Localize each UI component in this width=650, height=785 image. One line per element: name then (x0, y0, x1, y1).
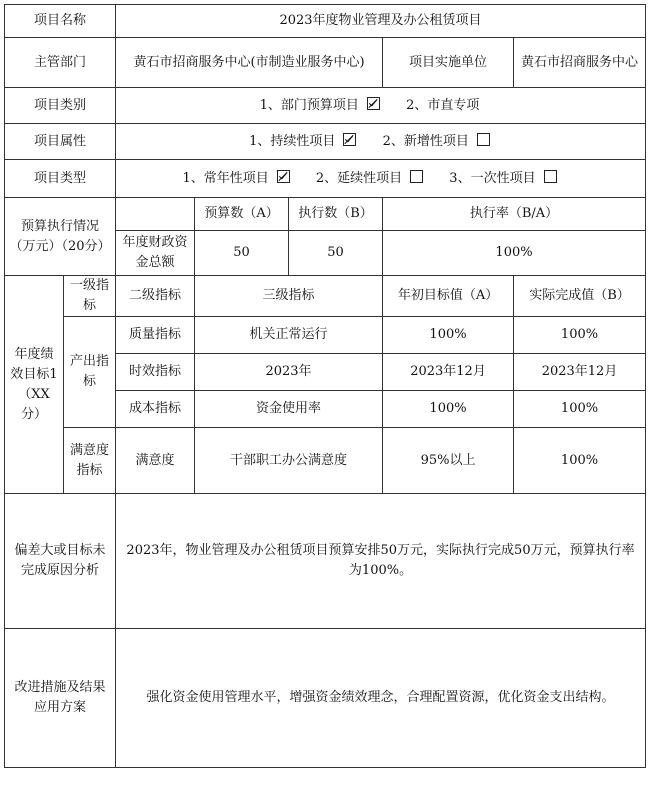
checked-box-icon (277, 170, 290, 183)
improvement-text: 强化资金使用管理水平，增强资金绩效理念，合理配置资源，优化资金支出结构。 (116, 629, 646, 768)
project-name-label: 项目名称 (5, 5, 116, 38)
level3-header: 三级指标 (195, 276, 383, 317)
improvement-row (5, 629, 646, 768)
budget-col-a: 预算数（A） (195, 198, 289, 231)
implementing-unit-value: 黄石市招商服务中心 (514, 38, 646, 88)
budget-value-a: 50 (195, 231, 289, 276)
type-option-1 (182, 169, 289, 189)
level2-cell: 时效指标 (116, 354, 195, 391)
implementing-unit-label: 项目实施单位 (383, 38, 514, 88)
unchecked-box-icon (544, 170, 557, 183)
deviation-text: 2023年，物业管理及办公租赁项目预算安排50万元，实际执行完成50万元，预算执行率为100%。 (116, 494, 646, 629)
type-option-3-label: 3、一次性项目 (449, 170, 536, 186)
project-name-value: 2023年度物业管理及办公租赁项目 (116, 5, 646, 38)
attribute-option-1 (249, 132, 356, 152)
deviation-row (5, 494, 646, 629)
level3-cell: 干部职工办公满意度 (195, 428, 383, 494)
level3-cell: 2023年 (195, 354, 383, 391)
target-value-header: 年初目标值（A） (383, 276, 514, 317)
budget-label: 预算执行情况（万元）（20分） (5, 198, 116, 276)
category-option-2: 2、市直专项 (406, 97, 480, 113)
type-option-1-label: 1、常年性项目 (182, 170, 269, 186)
budget-blank-cell (116, 198, 195, 231)
satisfaction-indicator-group: 满意度指标 (64, 428, 116, 494)
target-value-cell: 100% (383, 317, 514, 354)
level2-cell: 质量指标 (116, 317, 195, 354)
type-row (5, 160, 646, 198)
attribute-option-2 (383, 132, 490, 152)
level2-header: 二级指标 (116, 276, 195, 317)
actual-value-cell: 100% (514, 317, 646, 354)
type-label: 项目类型 (5, 160, 116, 198)
target-value-cell: 100% (383, 391, 514, 428)
type-option-2 (316, 169, 423, 189)
category-options (116, 88, 646, 124)
attribute-label: 项目属性 (5, 124, 116, 160)
budget-col-rate: 执行率（B/A） (383, 198, 646, 231)
target-value-cell: 2023年12月 (383, 354, 514, 391)
deviation-label: 偏差大或目标未完成原因分析 (5, 494, 116, 629)
unchecked-box-icon (477, 133, 490, 146)
actual-value-cell: 100% (514, 391, 646, 428)
unchecked-box-icon (410, 170, 423, 183)
budget-value-rate: 100% (383, 231, 646, 276)
attribute-options (116, 124, 646, 160)
budget-col-b: 执行数（B） (289, 198, 383, 231)
category-option-1 (260, 96, 380, 116)
attribute-row (5, 124, 646, 160)
department-row (5, 38, 646, 88)
level2-cell: 成本指标 (116, 391, 195, 428)
category-label: 项目类别 (5, 88, 116, 124)
budget-value-b: 50 (289, 231, 383, 276)
target-value-cell: 95%以上 (383, 428, 514, 494)
checked-box-icon (367, 97, 380, 110)
type-options (116, 160, 646, 198)
table-row (5, 428, 646, 494)
attribute-option-1-label: 1、持续性项目 (249, 133, 336, 149)
checked-box-icon (343, 133, 356, 146)
type-option-2-label: 2、延续性项目 (315, 170, 403, 186)
actual-value-cell: 100% (514, 428, 646, 494)
performance-form-table (4, 4, 646, 768)
level3-cell: 机关正常运行 (195, 317, 383, 354)
category-row (5, 88, 646, 124)
type-option-3 (449, 169, 556, 189)
actual-value-header: 实际完成值（B） (514, 276, 646, 317)
budget-header-row (5, 198, 646, 231)
targets-header-row (5, 276, 646, 317)
level2-cell: 满意度 (116, 428, 195, 494)
department-label: 主管部门 (5, 38, 116, 88)
actual-value-cell: 2023年12月 (514, 354, 646, 391)
level1-header: 一级指标 (64, 276, 116, 317)
attribute-option-2-label: 2、新增性项目 (382, 133, 469, 149)
budget-row-label: 年度财政资金总额 (116, 231, 195, 276)
project-name-row (5, 5, 646, 38)
table-row (5, 317, 646, 354)
department-value: 黄石市招商服务中心(市制造业服务中心) (116, 38, 383, 88)
improvement-label: 改进措施及结果应用方案 (5, 629, 116, 768)
targets-label: 年度绩效目标1（XX分） (5, 276, 64, 494)
level3-cell: 资金使用率 (195, 391, 383, 428)
category-option-1-label: 1、部门预算项目 (259, 97, 359, 113)
output-indicator-group: 产出指标 (64, 317, 116, 428)
